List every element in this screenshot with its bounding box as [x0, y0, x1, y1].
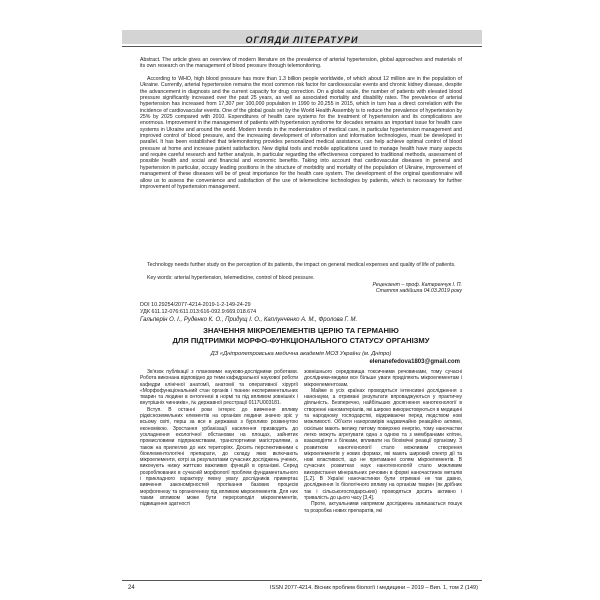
page-number: 24: [128, 585, 135, 591]
left-column: [140, 369, 298, 508]
footer-divider: [122, 580, 482, 581]
author-email[interactable]: elenanefedova1803@gmail.com: [369, 359, 460, 365]
review-info: [373, 282, 462, 295]
keywords: Key words: arterial hypertension, telemedicine, control of blood pressure.: [147, 275, 315, 281]
right-paragraph-1: зовнішнього середовища токсичними речовинами, тому сучасні дослідники-медики все більше уваги приділяють мікроелементам і мікроелементозам.: [304, 369, 462, 388]
abstract-paragraph: Abstract. The article gives an overview of modern literature on the prevalence of arterial hypertension, global approaches and materials of its own research on the management of blood pressure through telemonitoring.: [140, 57, 462, 70]
reviewer-name: Рецензент – проф. Катеренчук І. П.: [372, 282, 462, 288]
right-paragraph-3: Проте, актуальними напрямом досліджень залишається пошук та розробка нових препаратів, які: [304, 501, 462, 514]
doi: DOI 10.29254/2077-4214-2019-1-2-149-24-29: [140, 302, 251, 308]
right-column: [304, 369, 462, 514]
journal-citation: ISSN 2077-4214. Вісник проблем біології і медицини – 2019 – Вип. 1, том 2 (149): [269, 585, 478, 591]
header-divider: [122, 46, 482, 47]
body-paragraph-2: Technology needs further study on the perception of its patients, the impact on general medical expenses and quality of life of patients.: [147, 262, 456, 268]
body-paragraph-1: According to WHO, high blood pressure has more than 1.3 billion people worldwide, of which about 12 million are in the population of Ukraine. Currently, arterial hypertension remains the most common risk factor for cardiovascular events and chronic kidney disease, despite the advancement in diagnosis and the current capacity for drug correction. On a global scale, the number of patients with elevated blood pressure significantly increased over the past 25 years, as well as associated mortality and disability rates. The prevalence of arterial hypertension has increased from 17,307 per 100,000 population in 1990 to 20,255 in 2015, which in turn has a direct correlation with the incidence of cardiovascular events. One of the global goals set by the World Health Assembly is to reduce the prevalence of hypertension by 25% by 2025 compared with 2010. Expenditures of health care systems for the treatment of hypertension and its complications are enormous. Improvement in the management of patients with hypertension syndrome for decades remains an important issue for health care systems in Ukraine and around the world. Modern trends in the modernization of medical care, in particular hypertension management and improved control of blood pressure, and the increasing development of information and information technologies, must be developed in parallel. It has been established that telemonitoring provides personalized medical assistance, can help achieve optimal control of blood pressure at home and increase patient satisfaction. New digital tools and mobile applications used to manage health have many aspects and require careful research and further analysis, in particular regarding the effectiveness compared to traditional methods, assessment of possible health and social and financial and economic benefits. Taking into account that cardiovascular diseases in general and hypertension in particular, occupy leading positions in the structure of morbidity and mortality of the population of Ukraine, improvement of management of these diseases will be of great importance for the health care system. The development of the original questionnaire will allow us to assess the convenience and satisfaction of the use of telemedicine technologies by patients, which is necessary for further improvement of hypertension management.: [140, 76, 462, 190]
received-date: Стаття надійшла 04.03.2019 року: [375, 288, 462, 295]
left-paragraph-1: Зв'язок публікації з плановими науково-дослідними роботами. Робота виконана відповідно до теми кафедральної наукової роботи кафедри клінічної анатомії, анатомії та оперативної хірургії «Морфофункціональний стан органів і тканин експериментальних тварин та людини в онтогенезі в нормі та під впливом зовнішніх і внутрішніх чинників», № державної реєстрації 0117U003181.: [140, 369, 298, 407]
affiliation: ДЗ «Дніпропетровська медична академія МОЗ України (м. Дніпро): [210, 351, 392, 357]
udc: УДК 611.12-076:611.013:616-092.9:669.018.674: [140, 309, 257, 315]
section-title: ОГЛЯДИ ЛІТЕРАТУРИ: [245, 35, 359, 45]
article-title-line-1: ЗНАЧЕННЯ МІКРОЕЛЕМЕНТІВ ЦЕРІЮ ТА ГЕРМАНІЮ: [203, 326, 399, 335]
right-paragraph-2: Майже в усіх країнах проводяться інтенсивні дослідження з нанонауки, а отримані результати впроваджуються у практичну діяльність. Безперечно, найбільших досягнення нанотехнології в створенні наноматеріалів, які широко використовуються в медицині та народному господарстві, відкриваючи перед людством нові можливості. Об'єкти нанорозмірів надзвичайно реакційно активні, оскільки мають велику питому поверхню енергію, тому наночастки легко можуть агрегувати одна з одною та з мембранами клітин, взаємодіяти з білками, впливати на біохімічні реакції організму. З розвитком нанотехнології стало можливим створення мікроелементів у нових формах, які мають широкий спектр дії та нові властивості, що не притаманні солям мікроелементів. В сучасних розвитках наук нанотехнологій стало можливим використання мінеральних речовин в формі наночастинок металів [1,2]. В Україні наночастинки були отримані не так давно, дослідження їх біологічного впливу на організм тварин (як дрібних так і сільськогосподарських) проводяться досить активно і тривалість до цього часу [3,4].: [304, 387, 462, 501]
left-paragraph-2: Вступ. В останні роки інтерес до вивчення впливу рідкісноземельних елементів на організм людини значно зріс у всьому світі, перш за все в державах з бурхливо розвинутою економікою. Зростання урбанізації населення призводить до ускладнення екологічної обстановки на площах, зайнятих промисловими підприємствами, транспортними магістралями, а також на прилеглих до них територіях. Досить перспективними є біоелементологічні препарати, до складу яких включають мікроелементи, котрі за результатами сучасних досліджень учених, виконують низку життєво важливих функцій в організмі. Серед розроблюваних в сучасній морфології проблем фундаментального і прикладного характеру певну увагу дослідників привертає вивчення закономірностей протікання базових процесів морфогенезу та органогенезу під впливом мікроелементів. Для них таким впливом може бути перерозподіл мікроелементів, підвищення здатності: [140, 406, 298, 508]
section-header: [122, 30, 482, 44]
article-title-line-2: ДЛЯ ПІДТРИМКИ МОРФО-ФУНКЦІОНАЛЬНОГО СТАТУСУ ОРГАНІЗМУ: [172, 336, 430, 345]
authors: Гальперін О. І., Руденко К. О., Придущ І. О., Каплунченко А. М., Фролова Г. М.: [140, 317, 358, 323]
